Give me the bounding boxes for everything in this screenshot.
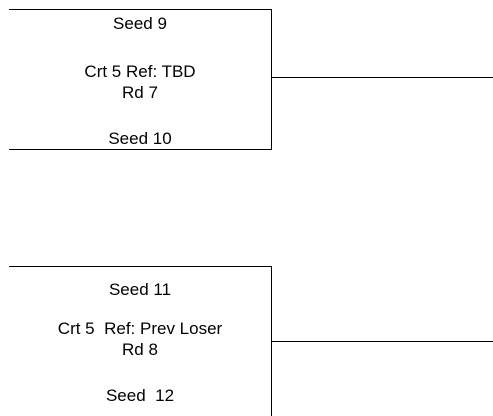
bottom-seed-label: Seed 10 [108, 129, 172, 148]
round-label: Rd 7 [122, 83, 158, 102]
court-referee-label: Crt 5 Ref: TBD [84, 62, 196, 81]
bracket-connector-line [272, 77, 493, 78]
top-seed-label: Seed 9 [113, 14, 167, 33]
round-label: Rd 8 [122, 340, 158, 359]
top-seed-label: Seed 11 [108, 280, 172, 299]
bottom-seed-label: Seed 12 [105, 386, 175, 405]
bracket-match-round-7 [9, 9, 272, 150]
court-referee-label: Crt 5 Ref: Prev Loser [57, 319, 223, 338]
bracket-connector-line [272, 341, 493, 342]
bracket-match-round-8 [9, 266, 272, 416]
